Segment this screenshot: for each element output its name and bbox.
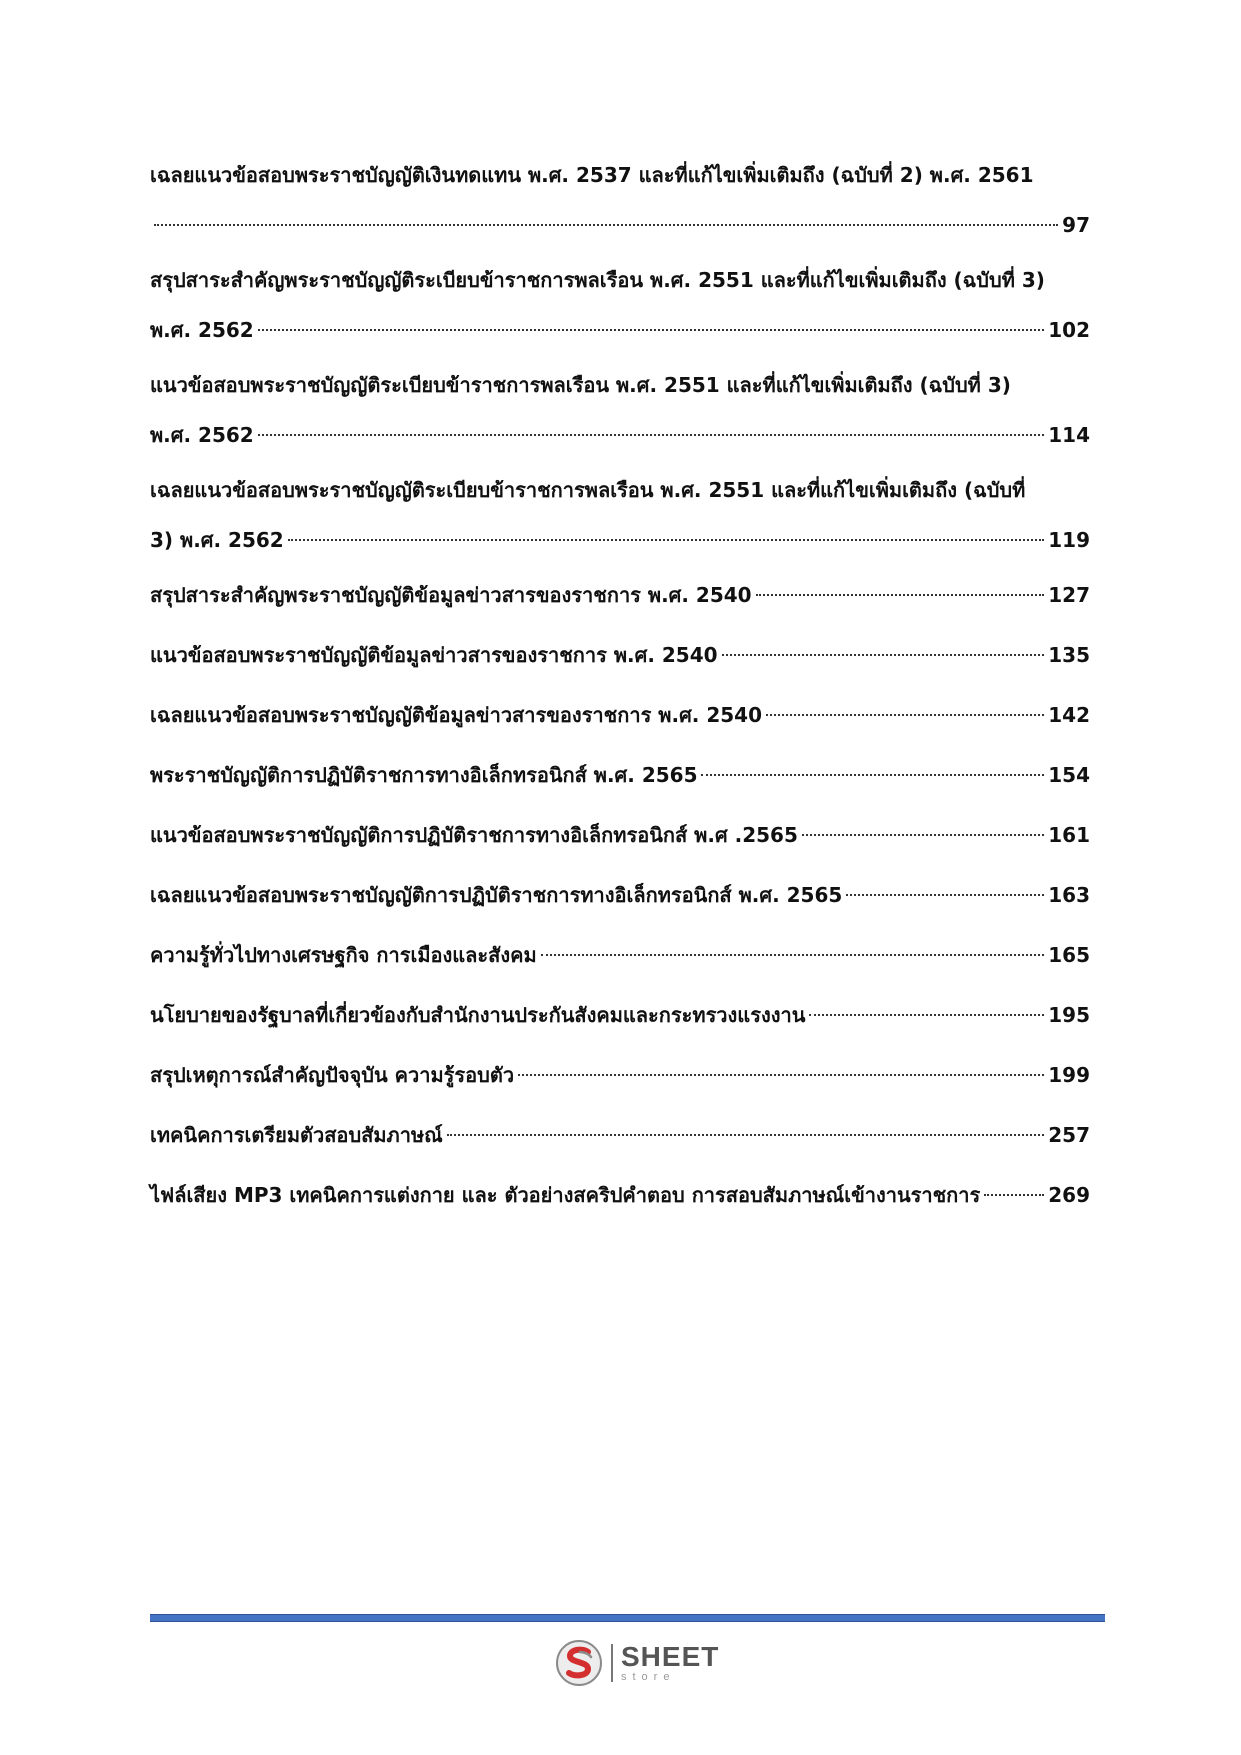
toc-entry-title: เฉลยแนวข้อสอบพระราชบัญญัติการปฏิบัติราชการทางอิเล็กทรอนิกส์ พ.ศ. 2565 xyxy=(150,883,843,907)
toc-entry[interactable] xyxy=(150,930,1090,990)
toc-entry-title: แนวข้อสอบพระราชบัญญัติการปฏิบัติราชการทางอิเล็กทรอนิกส์ พ.ศ .2565 xyxy=(150,823,798,847)
toc-entry[interactable] xyxy=(150,570,1090,630)
toc-entry-title: ไฟล์เสียง MP3 เทคนิคการแต่งกาย และ ตัวอย่างสคริปคำตอบ การสอบสัมภาษณ์เข้างานราชการ xyxy=(150,1183,981,1207)
dot-leader xyxy=(722,654,1045,656)
dot-leader xyxy=(809,1014,1044,1016)
toc-entry[interactable] xyxy=(150,1170,1090,1230)
toc-entry[interactable] xyxy=(150,870,1090,930)
toc-page-number: 142 xyxy=(1048,703,1090,727)
toc-entry-title: สรุปเหตุการณ์สำคัญปัจจุบัน ความรู้รอบตัว xyxy=(150,1063,515,1087)
sheet-store-logo-icon xyxy=(555,1639,603,1687)
dot-leader xyxy=(154,224,1058,226)
toc-page-number: 195 xyxy=(1048,1003,1090,1027)
toc-entry-title: แนวข้อสอบพระราชบัญญัติข้อมูลข่าวสารของราชการ พ.ศ. 2540 xyxy=(150,643,718,667)
toc-page-number: 163 xyxy=(1048,883,1090,907)
toc-entry-title: สรุปสาระสำคัญพระราชบัญญัติข้อมูลข่าวสารของราชการ พ.ศ. 2540 xyxy=(150,583,752,607)
footer-rule xyxy=(150,1614,1105,1622)
dot-leader xyxy=(518,1074,1044,1076)
dot-leader xyxy=(701,774,1044,776)
toc-entry[interactable] xyxy=(150,1110,1090,1170)
dot-leader xyxy=(447,1134,1045,1136)
toc-page-number: 114 xyxy=(1048,423,1090,447)
dot-leader xyxy=(288,539,1045,541)
toc-entry-title-line2: 3) พ.ศ. 2562 xyxy=(150,528,284,552)
toc-entry[interactable] xyxy=(150,1050,1090,1110)
dot-leader xyxy=(846,894,1044,896)
toc-page-number: 127 xyxy=(1048,583,1090,607)
toc-page-number: 135 xyxy=(1048,643,1090,667)
toc-entry-title: เฉลยแนวข้อสอบพระราชบัญญัติข้อมูลข่าวสารของราชการ พ.ศ. 2540 xyxy=(150,703,762,727)
toc-entry[interactable] xyxy=(150,465,1090,570)
toc-entry[interactable] xyxy=(150,810,1090,870)
toc-entry-title-line2: พ.ศ. 2562 xyxy=(150,318,254,342)
toc-entry[interactable] xyxy=(150,150,1090,255)
dot-leader xyxy=(258,329,1045,331)
toc-entry[interactable] xyxy=(150,750,1090,810)
dot-leader xyxy=(756,594,1045,596)
logo-divider xyxy=(611,1644,613,1682)
sheet-store-logo xyxy=(555,1635,725,1691)
toc-entry[interactable] xyxy=(150,255,1090,360)
toc-page-number: 199 xyxy=(1048,1063,1090,1087)
table-of-contents xyxy=(150,150,1090,1230)
toc-page-number: 119 xyxy=(1048,528,1090,552)
logo-sub: store xyxy=(621,1671,676,1683)
toc-entry-title-line2: พ.ศ. 2562 xyxy=(150,423,254,447)
toc-entry-title: ความรู้ทั่วไปทางเศรษฐกิจ การเมืองและสังคม xyxy=(150,943,537,967)
toc-entry-title-line1: เฉลยแนวข้อสอบพระราชบัญญัติเงินทดแทน พ.ศ. 2537 และที่แก้ไขเพิ่มเติมถึง (ฉบับที่ 2) พ.ศ. 2561 xyxy=(150,163,1034,187)
toc-entry[interactable] xyxy=(150,990,1090,1050)
dot-leader xyxy=(984,1194,1044,1196)
dot-leader xyxy=(258,434,1045,436)
toc-page-number: 257 xyxy=(1048,1123,1090,1147)
logo-text xyxy=(621,1643,719,1683)
toc-entry[interactable] xyxy=(150,690,1090,750)
toc-page-number: 97 xyxy=(1062,213,1090,237)
toc-entry[interactable] xyxy=(150,360,1090,465)
toc-page-number: 161 xyxy=(1048,823,1090,847)
toc-entry-title: พระราชบัญญัติการปฏิบัติราชการทางอิเล็กทรอนิกส์ พ.ศ. 2565 xyxy=(150,763,698,787)
toc-entry-title-line1: สรุปสาระสำคัญพระราชบัญญัติระเบียบข้าราชการพลเรือน พ.ศ. 2551 และที่แก้ไขเพิ่มเติมถึง (ฉบับที่ 3) xyxy=(150,268,1045,292)
toc-page-number: 165 xyxy=(1048,943,1090,967)
toc-page-number: 269 xyxy=(1048,1183,1090,1207)
dot-leader xyxy=(802,834,1044,836)
dot-leader xyxy=(766,714,1044,716)
toc-entry-title-line1: เฉลยแนวข้อสอบพระราชบัญญัติระเบียบข้าราชการพลเรือน พ.ศ. 2551 และที่แก้ไขเพิ่มเติมถึง (ฉบับที่ xyxy=(150,478,1026,502)
logo-word: SHEET xyxy=(621,1641,720,1672)
toc-entry-title: เทคนิคการเตรียมตัวสอบสัมภาษณ์ xyxy=(150,1123,443,1147)
toc-entry-title: นโยบายของรัฐบาลที่เกี่ยวข้องกับสำนักงานประกันสังคมและกระทรวงแรงงาน xyxy=(150,1003,806,1027)
toc-entry-title-line1: แนวข้อสอบพระราชบัญญัติระเบียบข้าราชการพลเรือน พ.ศ. 2551 และที่แก้ไขเพิ่มเติมถึง (ฉบับที่ 3) xyxy=(150,373,1011,397)
toc-page-number: 154 xyxy=(1048,763,1090,787)
toc-page-number: 102 xyxy=(1048,318,1090,342)
dot-leader xyxy=(541,954,1045,956)
toc-entry[interactable] xyxy=(150,630,1090,690)
